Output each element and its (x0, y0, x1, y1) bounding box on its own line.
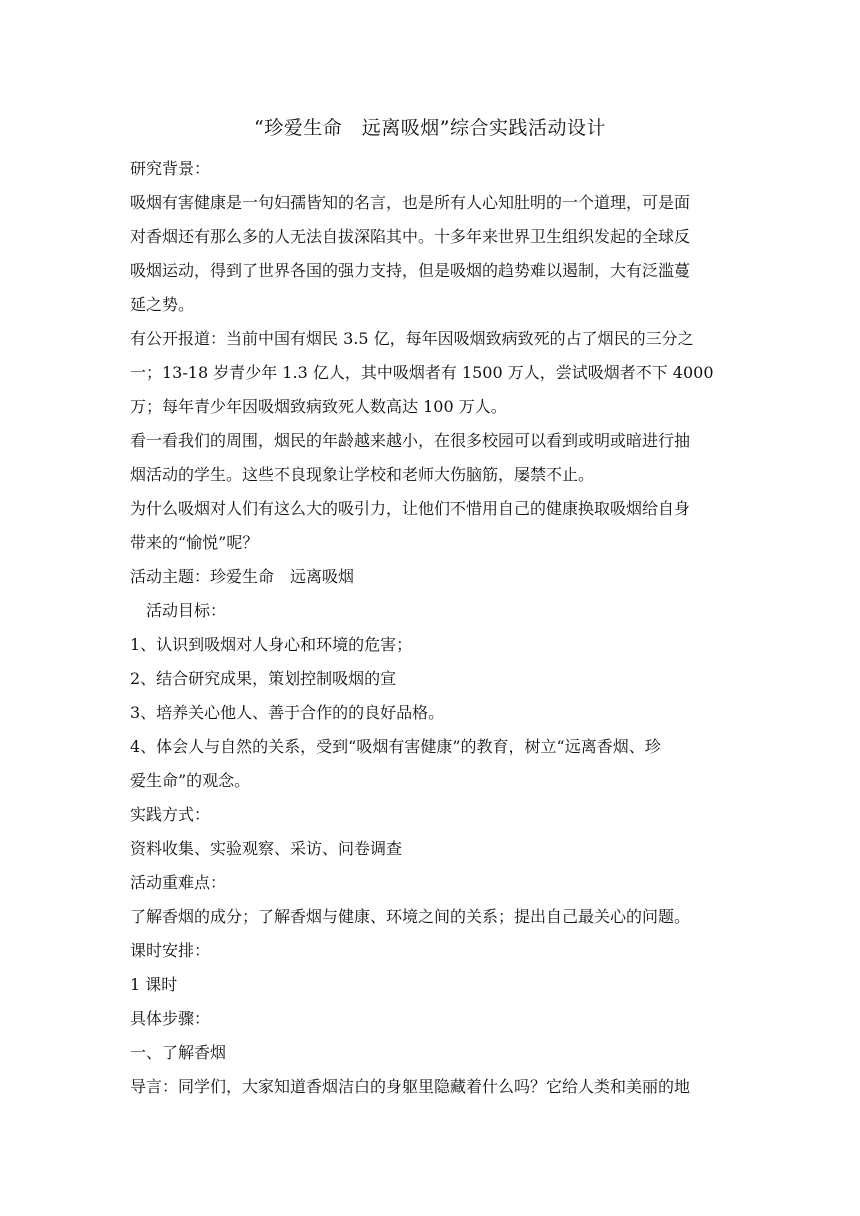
paragraph-line: 带来的“愉悦”呢？ (130, 533, 259, 552)
paragraph-line: 一；13-18 岁青少年 1.3 亿人，其中吸烟者有 1500 万人，尝试吸烟者不下 4000 (130, 363, 714, 382)
paragraph-line: 为什么吸烟对人们有这么大的吸引力，让他们不惜用自己的健康换取吸烟给自身 (130, 499, 691, 518)
paragraph-line: 导言：同学们，大家知道香烟洁白的身躯里隐藏着什么吗？它给人类和美丽的地 (130, 1077, 691, 1096)
section-heading-background: 研究背景： (130, 159, 211, 178)
goal-item: 3、培养关心他人、善于合作的的良好品格。 (130, 703, 445, 722)
paragraph-line: 万；每年青少年因吸烟致病致死人数高达 100 万人。 (130, 397, 507, 416)
paragraph-line: 烟活动的学生。这些不良现象让学校和老师大伤脑筋，屡禁不止。 (130, 465, 595, 484)
section-heading-method: 实践方式： (130, 805, 211, 824)
document-body (130, 152, 730, 1104)
paragraph-line: 了解香烟的成分；了解香烟与健康、环境之间的关系；提出自己最关心的问题。 (130, 907, 691, 926)
paragraph-line: 延之势。 (130, 295, 195, 314)
goal-item-continued: 爱生命”的观念。 (130, 771, 251, 790)
paragraph-line: 资料收集、实验观察、采访、问卷调查 (130, 839, 403, 858)
activity-theme: 活动主题：珍爱生命 远离吸烟 (130, 567, 355, 586)
step-heading: 一、了解香烟 (130, 1043, 227, 1062)
paragraph-line: 1 课时 (130, 975, 178, 994)
paragraph-line: 吸烟运动，得到了世界各国的强力支持，但是吸烟的趋势难以遏制，大有泛滥蔓 (130, 261, 691, 280)
goal-item: 4、体会人与自然的关系，受到“吸烟有害健康”的教育，树立“远离香烟、珍 (130, 737, 661, 756)
document-title: “珍爱生命 远离吸烟”综合实践活动设计 (254, 117, 606, 139)
goal-item: 2、结合研究成果，策划控制吸烟的宣 (130, 669, 397, 688)
section-heading-schedule: 课时安排： (130, 941, 211, 960)
goal-item: 1、认识到吸烟对人身心和环境的危害； (130, 635, 413, 654)
paragraph-line: 对香烟还有那么多的人无法自拔深陷其中。十多年来世界卫生组织发起的全球反 (130, 227, 691, 246)
paragraph-line: 看一看我们的周围，烟民的年龄越来越小，在很多校园可以看到或明或暗进行抽 (130, 431, 691, 450)
paragraph-line: 吸烟有害健康是一句妇孺皆知的名言，也是所有人心知肚明的一个道理，可是面 (130, 193, 691, 212)
section-heading-goals: 活动目标： (146, 601, 227, 620)
section-heading-steps: 具体步骤： (130, 1009, 211, 1028)
paragraph-line: 有公开报道：当前中国有烟民 3.5 亿，每年因吸烟致病致死的占了烟民的三分之 (130, 329, 694, 348)
section-heading-key-points: 活动重难点： (130, 873, 227, 892)
